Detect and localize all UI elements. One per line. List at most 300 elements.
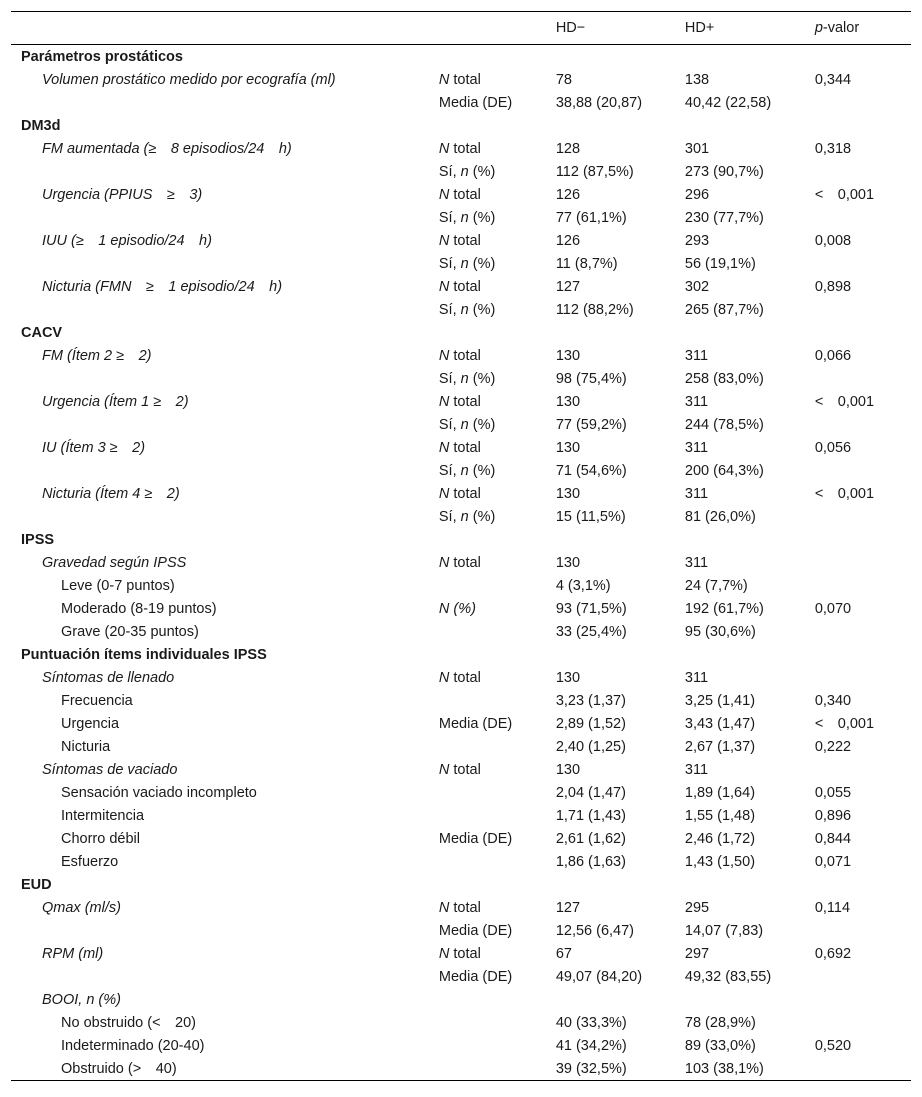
table-row bbox=[11, 1034, 911, 1057]
row-label bbox=[11, 505, 439, 528]
p-value-cell: 0,898 bbox=[814, 278, 852, 295]
measure-cell bbox=[439, 1011, 556, 1034]
row-label: Indeterminado (20-40) bbox=[61, 1037, 205, 1054]
table-row bbox=[11, 482, 911, 505]
table-row bbox=[11, 505, 911, 528]
table-row bbox=[11, 367, 911, 390]
p-value-cell bbox=[815, 505, 911, 528]
measure-part: N bbox=[438, 393, 450, 410]
p-value-cell bbox=[815, 206, 911, 229]
hd-plus-cell: 244 (78,5%) bbox=[684, 416, 764, 433]
row-label: Urgencia (Ítem 1 ≥ 2) bbox=[42, 393, 189, 410]
measure-part: N bbox=[438, 669, 450, 686]
row-label bbox=[11, 298, 439, 321]
row-label: Síntomas de vaciado bbox=[42, 761, 178, 778]
table-row bbox=[11, 344, 911, 367]
hd-plus-cell: 2,67 (1,37) bbox=[684, 738, 756, 755]
p-value-cell: 0,070 bbox=[814, 600, 852, 617]
measure-part: n bbox=[460, 163, 469, 180]
measure-part: n bbox=[460, 508, 469, 525]
measure-cell bbox=[439, 597, 556, 620]
row-label: Moderado (8-19 puntos) bbox=[61, 600, 217, 617]
hd-minus-cell: 126 bbox=[555, 232, 581, 249]
measure-part: Media (DE) bbox=[438, 830, 513, 847]
row-label: RPM (ml) bbox=[42, 945, 104, 962]
row-label: IU (Ítem 3 ≥ 2) bbox=[42, 439, 146, 456]
hd-minus-cell: 33 (25,4%) bbox=[555, 623, 627, 640]
table-row bbox=[11, 988, 911, 1011]
row-label: Qmax (ml/s) bbox=[42, 899, 121, 916]
hd-minus-cell: 11 (8,7%) bbox=[555, 255, 618, 272]
hd-plus-cell: 78 (28,9%) bbox=[684, 1014, 756, 1031]
p-value-cell bbox=[815, 988, 911, 1011]
measure-part: Media (DE) bbox=[438, 94, 513, 111]
row-label: BOOI, n (%) bbox=[42, 991, 121, 1008]
row-label bbox=[11, 919, 439, 942]
p-value-cell bbox=[815, 965, 911, 988]
hd-plus-cell: 297 bbox=[684, 945, 710, 962]
measure-part: (%) bbox=[468, 255, 496, 272]
measure-part: Sí, bbox=[438, 462, 461, 479]
measure-part: N bbox=[438, 140, 450, 157]
section-title: EUD bbox=[21, 876, 52, 893]
hd-minus-cell: 67 bbox=[555, 945, 572, 962]
measure-part: (%) bbox=[468, 301, 496, 318]
hd-minus-cell: 15 (11,5%) bbox=[555, 508, 626, 525]
measure-part: (%) bbox=[468, 462, 496, 479]
header-p-rest: -valor bbox=[822, 20, 860, 36]
header-cell-hd-minus: HD− bbox=[556, 12, 685, 45]
hd-plus-cell: 200 (64,3%) bbox=[684, 462, 764, 479]
p-value-cell bbox=[815, 160, 911, 183]
row-label: Nicturia (FMN ≥ 1 episodio/24 h) bbox=[42, 278, 283, 295]
measure-cell bbox=[439, 91, 556, 114]
table-row bbox=[11, 137, 911, 160]
hd-plus-cell: 192 (61,7%) bbox=[684, 600, 764, 617]
hd-plus-cell: 89 (33,0%) bbox=[684, 1037, 756, 1054]
hd-plus-cell: 311 bbox=[684, 439, 709, 456]
hd-minus-cell: 98 (75,4%) bbox=[555, 370, 627, 387]
hd-plus-cell: 2,46 (1,72) bbox=[684, 830, 756, 847]
hd-minus-cell: 130 bbox=[555, 347, 581, 364]
row-label: Grave (20-35 puntos) bbox=[61, 623, 199, 640]
hd-minus-cell: 1,71 (1,43) bbox=[555, 807, 626, 824]
section-row bbox=[11, 873, 911, 896]
row-label bbox=[11, 91, 439, 114]
measure-cell bbox=[439, 206, 556, 229]
row-label: Nicturia (Ítem 4 ≥ 2) bbox=[42, 485, 180, 502]
p-value-cell bbox=[815, 1057, 911, 1081]
p-value-cell bbox=[815, 91, 911, 114]
hd-minus-cell: 2,89 (1,52) bbox=[555, 715, 626, 732]
measure-cell bbox=[439, 505, 556, 528]
row-label bbox=[11, 367, 439, 390]
measure-cell bbox=[439, 413, 556, 436]
table-row bbox=[11, 413, 911, 436]
measure-cell bbox=[439, 850, 556, 873]
hd-plus-cell: 258 (83,0%) bbox=[684, 370, 764, 387]
measure-cell bbox=[439, 68, 556, 91]
section-row bbox=[11, 114, 911, 137]
row-label: Intermitencia bbox=[61, 807, 145, 824]
table-row bbox=[11, 781, 911, 804]
measure-part: total bbox=[449, 140, 481, 157]
measure-part: Media (DE) bbox=[438, 968, 513, 985]
hd-plus-cell: 302 bbox=[684, 278, 710, 295]
table-row bbox=[11, 827, 911, 850]
hd-minus-cell: 126 bbox=[555, 186, 581, 203]
hd-minus-cell: 112 (88,2%) bbox=[555, 301, 634, 318]
measure-part: N bbox=[438, 761, 450, 778]
row-label bbox=[11, 160, 439, 183]
p-value-cell: 0,055 bbox=[814, 784, 852, 801]
section-title: CACV bbox=[21, 324, 63, 341]
measure-part: n bbox=[460, 301, 469, 318]
hd-plus-cell: 40,42 (22,58) bbox=[684, 94, 772, 111]
measure-part: Sí, bbox=[438, 508, 461, 525]
measure-part: Sí, bbox=[438, 370, 461, 387]
row-label: Nicturia bbox=[61, 738, 111, 755]
measure-part: total bbox=[449, 186, 481, 203]
hd-minus-cell: 40 (33,3%) bbox=[555, 1014, 627, 1031]
measure-cell bbox=[439, 252, 556, 275]
measure-part: (%) bbox=[468, 416, 496, 433]
table-row bbox=[11, 390, 911, 413]
measure-part: total bbox=[449, 669, 481, 686]
hd-minus-cell: 39 (32,5%) bbox=[556, 1057, 685, 1081]
measure-part: (%) bbox=[468, 508, 496, 525]
measure-cell bbox=[439, 137, 556, 160]
hd-minus-cell: 77 (61,1%) bbox=[555, 209, 627, 226]
table-row bbox=[11, 597, 911, 620]
p-value-cell bbox=[815, 413, 911, 436]
section-row bbox=[11, 45, 911, 69]
measure-cell bbox=[439, 988, 556, 1011]
hd-minus-cell bbox=[556, 988, 685, 1011]
p-value-cell bbox=[815, 367, 911, 390]
section-title: IPSS bbox=[21, 531, 55, 548]
row-label: Esfuerzo bbox=[61, 853, 119, 870]
p-value-cell bbox=[815, 666, 911, 689]
table-row bbox=[11, 68, 911, 91]
header-p-letter: p bbox=[814, 20, 823, 36]
hd-minus-cell: 49,07 (84,20) bbox=[555, 968, 643, 985]
section-row bbox=[11, 643, 911, 666]
measure-part: total bbox=[449, 945, 481, 962]
hd-plus-cell: 265 (87,7%) bbox=[684, 301, 764, 318]
measure-part: (%) bbox=[468, 163, 496, 180]
results-table bbox=[11, 11, 911, 1081]
section-title: Puntuación ítems individuales IPSS bbox=[21, 646, 267, 663]
p-value-cell: 0,056 bbox=[814, 439, 852, 456]
header-cell-p-value bbox=[815, 12, 911, 45]
p-value-cell bbox=[815, 252, 911, 275]
table-row bbox=[11, 574, 911, 597]
row-label: Gravedad según IPSS bbox=[42, 554, 187, 571]
measure-part: N bbox=[438, 347, 450, 364]
p-value-cell bbox=[815, 758, 911, 781]
measure-cell bbox=[439, 275, 556, 298]
hd-plus-cell: 295 bbox=[684, 899, 710, 916]
header-cell-label bbox=[11, 12, 439, 45]
hd-plus-cell: 138 bbox=[684, 71, 710, 88]
hd-plus-cell: 293 bbox=[684, 232, 710, 249]
table-row bbox=[11, 712, 911, 735]
row-label: Leve (0-7 puntos) bbox=[61, 577, 175, 594]
p-value-cell bbox=[815, 459, 911, 482]
row-label: Obstruido (> 40) bbox=[11, 1057, 439, 1081]
measure-part: N bbox=[438, 554, 450, 571]
hd-plus-cell: 95 (30,6%) bbox=[684, 623, 756, 640]
hd-minus-cell: 2,61 (1,62) bbox=[555, 830, 626, 847]
measure-cell bbox=[439, 758, 556, 781]
table-row bbox=[11, 1057, 911, 1081]
row-label: IUU (≥ 1 episodio/24 h) bbox=[42, 232, 212, 249]
hd-plus-cell: 296 bbox=[684, 186, 710, 203]
table-row bbox=[11, 252, 911, 275]
table-row bbox=[11, 804, 911, 827]
section-title: DM3d bbox=[21, 117, 61, 134]
row-label: FM (Ítem 2 ≥ 2) bbox=[42, 347, 152, 364]
measure-cell bbox=[439, 896, 556, 919]
p-value-cell bbox=[815, 1011, 911, 1034]
measure-part: total bbox=[449, 232, 481, 249]
row-label: Urgencia (PPIUS ≥ 3) bbox=[42, 186, 203, 203]
row-label bbox=[11, 252, 439, 275]
measure-part: total bbox=[449, 899, 481, 916]
p-value-cell: 0,692 bbox=[814, 945, 852, 962]
header-cell-hd-plus: HD+ bbox=[685, 12, 815, 45]
hd-minus-cell: 127 bbox=[555, 899, 581, 916]
measure-cell bbox=[439, 827, 556, 850]
table-row bbox=[11, 689, 911, 712]
hd-minus-cell: 130 bbox=[555, 761, 581, 778]
p-value-cell bbox=[815, 620, 911, 643]
measure-part: N bbox=[438, 485, 450, 502]
hd-minus-cell: 112 (87,5%) bbox=[555, 163, 634, 180]
row-label: Sensación vaciado incompleto bbox=[61, 784, 257, 801]
p-value-cell: 0,114 bbox=[814, 899, 851, 916]
table-row bbox=[11, 229, 911, 252]
measure-cell bbox=[439, 919, 556, 942]
hd-plus-cell: 103 (38,1%) bbox=[685, 1057, 815, 1081]
hd-plus-cell bbox=[685, 988, 815, 1011]
table-row bbox=[11, 620, 911, 643]
measure-part: n bbox=[460, 255, 469, 272]
hd-plus-cell: 1,43 (1,50) bbox=[684, 853, 756, 870]
table-row bbox=[11, 758, 911, 781]
row-label: FM aumentada (≥ 8 episodios/24 h) bbox=[42, 140, 292, 157]
measure-cell bbox=[439, 1057, 556, 1081]
row-label bbox=[11, 965, 439, 988]
measure-cell bbox=[439, 183, 556, 206]
p-value-cell: 0,066 bbox=[814, 347, 852, 364]
measure-cell bbox=[439, 551, 556, 574]
measure-part: Media (DE) bbox=[438, 715, 513, 732]
measure-cell bbox=[439, 804, 556, 827]
measure-part: total bbox=[449, 278, 481, 295]
table-row bbox=[11, 551, 911, 574]
measure-cell bbox=[439, 666, 556, 689]
measure-cell bbox=[439, 1034, 556, 1057]
hd-plus-cell: 273 (90,7%) bbox=[684, 163, 764, 180]
measure-cell bbox=[439, 942, 556, 965]
measure-cell bbox=[439, 482, 556, 505]
hd-plus-cell: 49,32 (83,55) bbox=[684, 968, 772, 985]
section-title: Parámetros prostáticos bbox=[21, 48, 183, 65]
section-row bbox=[11, 321, 911, 344]
row-label: Chorro débil bbox=[61, 830, 140, 847]
measure-part: total bbox=[449, 761, 481, 778]
hd-minus-cell: 78 bbox=[555, 71, 572, 88]
hd-plus-cell: 311 bbox=[684, 554, 709, 571]
table-row bbox=[11, 459, 911, 482]
hd-minus-cell: 2,40 (1,25) bbox=[555, 738, 626, 755]
table-row bbox=[11, 298, 911, 321]
measure-part: Sí, bbox=[438, 209, 461, 226]
table-row bbox=[11, 942, 911, 965]
p-value-cell: 0,318 bbox=[814, 140, 852, 157]
table-row bbox=[11, 965, 911, 988]
hd-plus-cell: 230 (77,7%) bbox=[684, 209, 764, 226]
hd-minus-cell: 3,23 (1,37) bbox=[555, 692, 626, 709]
hd-plus-cell: 311 bbox=[684, 485, 709, 502]
measure-cell bbox=[439, 367, 556, 390]
hd-minus-cell: 41 (34,2%) bbox=[555, 1037, 627, 1054]
measure-part: n bbox=[460, 370, 469, 387]
hd-minus-cell: 4 (3,1%) bbox=[555, 577, 611, 594]
measure-part: N bbox=[438, 71, 450, 88]
measure-part: n bbox=[460, 416, 469, 433]
hd-minus-cell: 93 (71,5%) bbox=[555, 600, 627, 617]
p-value-cell bbox=[815, 574, 911, 597]
p-value-cell bbox=[815, 919, 911, 942]
section-row bbox=[11, 528, 911, 551]
table-row bbox=[11, 91, 911, 114]
measure-cell bbox=[439, 965, 556, 988]
row-label: Síntomas de llenado bbox=[42, 669, 175, 686]
row-label: Urgencia bbox=[61, 715, 120, 732]
table-row bbox=[11, 160, 911, 183]
measure-part: N bbox=[438, 899, 450, 916]
row-label: Frecuencia bbox=[61, 692, 133, 709]
hd-plus-cell: 311 bbox=[684, 669, 709, 686]
measure-part: N bbox=[438, 439, 450, 456]
hd-minus-cell: 2,04 (1,47) bbox=[555, 784, 626, 801]
hd-minus-cell: 128 bbox=[555, 140, 581, 157]
row-label bbox=[11, 413, 439, 436]
header-cell-measure bbox=[439, 12, 556, 45]
hd-minus-cell: 130 bbox=[555, 669, 581, 686]
p-value-cell: 0,520 bbox=[814, 1037, 852, 1054]
measure-part: Sí, bbox=[438, 163, 461, 180]
measure-cell bbox=[439, 344, 556, 367]
measure-cell bbox=[439, 229, 556, 252]
header-row bbox=[11, 12, 911, 45]
table-body bbox=[11, 45, 911, 1081]
hd-minus-cell: 71 (54,6%) bbox=[555, 462, 627, 479]
hd-minus-cell: 1,86 (1,63) bbox=[555, 853, 626, 870]
measure-cell bbox=[439, 689, 556, 712]
measure-part: (%) bbox=[468, 209, 496, 226]
table-row bbox=[11, 183, 911, 206]
p-value-cell: < 0,001 bbox=[814, 186, 875, 203]
p-value-cell: < 0,001 bbox=[814, 485, 875, 502]
measure-part: Media (DE) bbox=[438, 922, 513, 939]
p-value-cell bbox=[815, 551, 911, 574]
p-value-cell: 0,008 bbox=[814, 232, 852, 249]
measure-part: total bbox=[449, 347, 481, 364]
table-row bbox=[11, 206, 911, 229]
measure-part: N bbox=[438, 945, 450, 962]
measure-part: N bbox=[438, 278, 450, 295]
p-value-cell: 0,344 bbox=[814, 71, 852, 88]
measure-cell bbox=[439, 781, 556, 804]
hd-minus-cell: 77 (59,2%) bbox=[555, 416, 627, 433]
measure-cell bbox=[439, 390, 556, 413]
hd-plus-cell: 24 (7,7%) bbox=[684, 577, 748, 594]
p-value-cell: < 0,001 bbox=[814, 393, 875, 410]
hd-minus-cell: 130 bbox=[555, 393, 581, 410]
measure-part: total bbox=[449, 439, 481, 456]
measure-part: total bbox=[449, 554, 481, 571]
row-label bbox=[11, 459, 439, 482]
measure-part: total bbox=[449, 393, 481, 410]
p-value-cell: 0,222 bbox=[814, 738, 852, 755]
measure-part: Sí, bbox=[438, 301, 461, 318]
hd-minus-cell: 130 bbox=[555, 439, 581, 456]
table-row bbox=[11, 735, 911, 758]
p-value-cell: 0,896 bbox=[814, 807, 852, 824]
hd-plus-cell: 81 (26,0%) bbox=[684, 508, 756, 525]
table-row bbox=[11, 436, 911, 459]
hd-minus-cell: 130 bbox=[555, 485, 581, 502]
measure-part: Sí, bbox=[438, 416, 461, 433]
hd-plus-cell: 311 bbox=[684, 761, 709, 778]
measure-cell bbox=[439, 574, 556, 597]
row-label: Volumen prostático medido por ecografía (ml) bbox=[42, 71, 336, 88]
p-value-cell: < 0,001 bbox=[814, 715, 875, 732]
p-value-cell bbox=[815, 298, 911, 321]
measure-part: Sí, bbox=[438, 255, 461, 272]
hd-plus-cell: 311 bbox=[684, 393, 709, 410]
measure-cell bbox=[439, 712, 556, 735]
measure-cell bbox=[439, 160, 556, 183]
hd-plus-cell: 1,89 (1,64) bbox=[684, 784, 756, 801]
measure-cell bbox=[439, 436, 556, 459]
measure-part: N bbox=[438, 186, 450, 203]
measure-cell bbox=[439, 298, 556, 321]
measure-part: n bbox=[460, 462, 469, 479]
hd-plus-cell: 14,07 (7,83) bbox=[684, 922, 764, 939]
table-row bbox=[11, 919, 911, 942]
hd-plus-cell: 301 bbox=[684, 140, 710, 157]
hd-plus-cell: 56 (19,1%) bbox=[684, 255, 756, 272]
hd-plus-cell: 1,55 (1,48) bbox=[684, 807, 756, 824]
p-value-cell: 0,340 bbox=[814, 692, 852, 709]
measure-part: N bbox=[438, 232, 450, 249]
measure-cell bbox=[439, 459, 556, 482]
measure-part: N (%) bbox=[438, 600, 476, 617]
hd-plus-cell: 3,25 (1,41) bbox=[684, 692, 756, 709]
hd-minus-cell: 127 bbox=[555, 278, 581, 295]
p-value-cell: 0,844 bbox=[814, 830, 852, 847]
row-label: No obstruido (< 20) bbox=[61, 1014, 196, 1031]
measure-part: total bbox=[449, 485, 481, 502]
p-value-cell: 0,071 bbox=[814, 853, 852, 870]
table-row bbox=[11, 850, 911, 873]
table-row bbox=[11, 275, 911, 298]
